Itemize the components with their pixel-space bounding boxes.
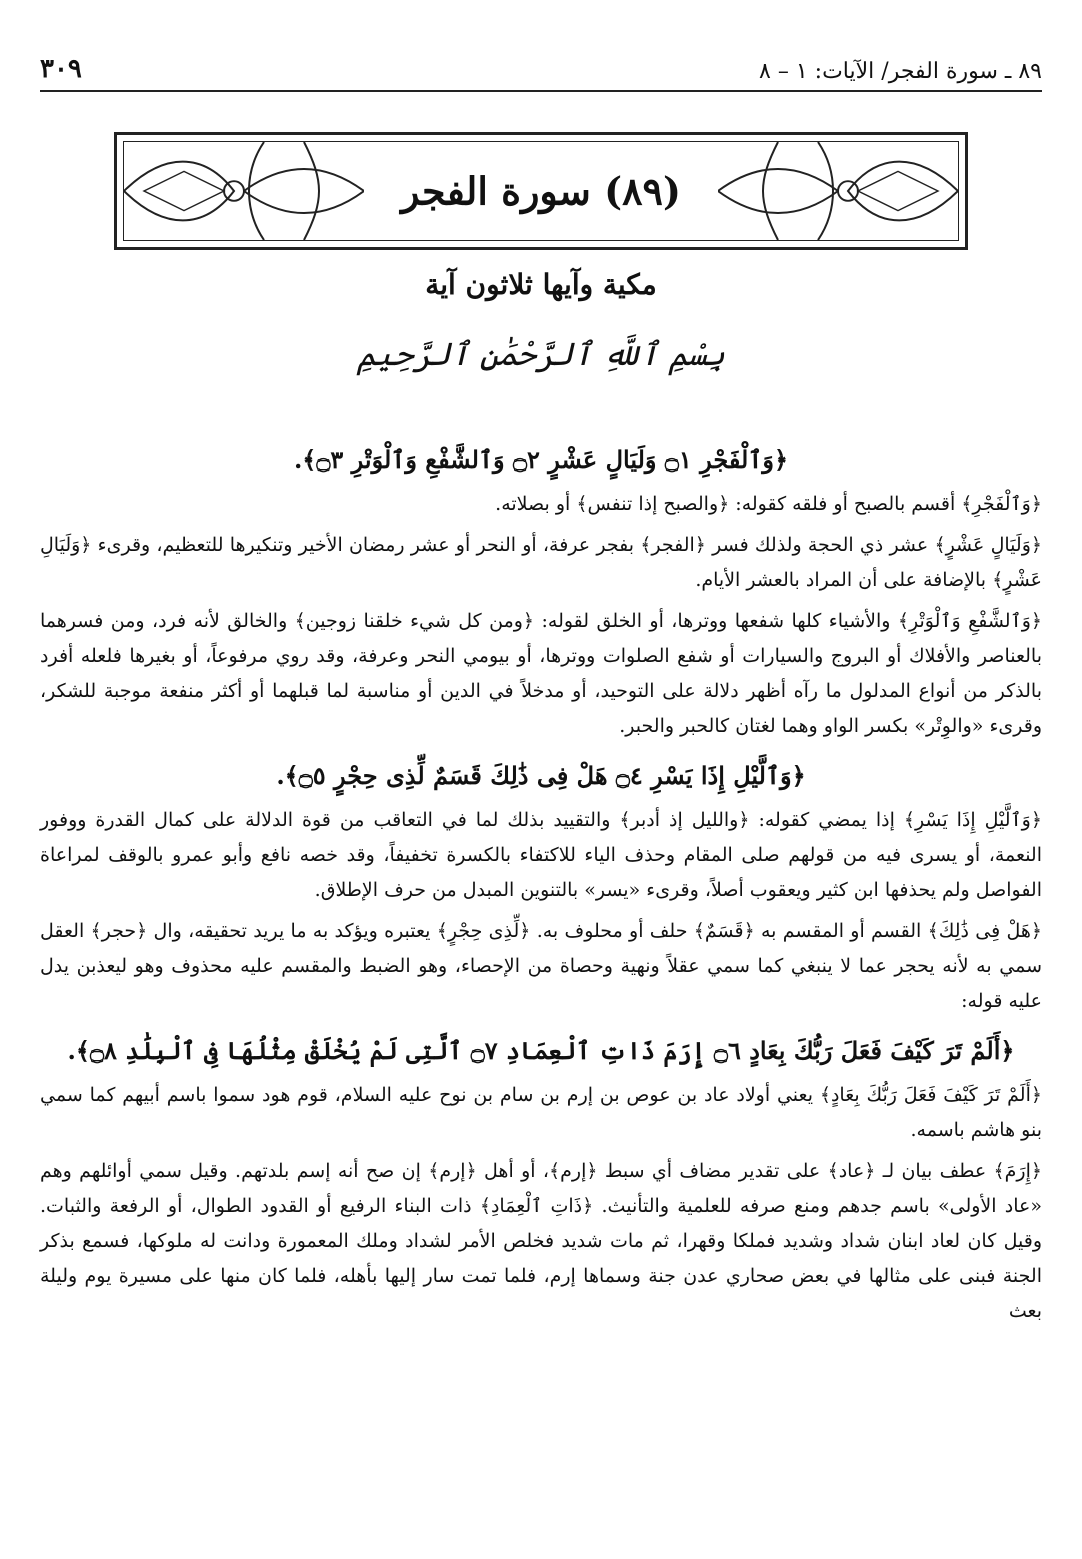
page-header <box>40 40 1042 92</box>
surah-banner <box>114 132 968 250</box>
commentary-paragraph: ﴿هَلْ فِى ذَٰلِكَ﴾ القسم أو المقسم به ﴿قَسَمٌ﴾ حلف أو محلوف به. ﴿لِّذِى حِجْرٍ﴾ يعتبره ويؤكد به ما يريد تحقيقه، وال ﴿حجر﴾ العقل سمي به لأنه يحجر عما لا ينبغي كما سمي عقلاً ونهية وحصاة من الإحصاء، وهو الضبط والمقسم عليه محذوف وهو ليعذبن يدل عليه قوله: <box>40 920 1042 1012</box>
commentary-paragraph: ﴿وَلَيَالٍ عَشْرٍ﴾ عشر ذي الحجة ولذلك فسر ﴿الفجر﴾ بفجر عرفة، أو النحر أو عشر رمضان الأخير وتنكيرها للتعظيم، وقرىء ﴿وَلَيَالِ عَشْرٍ﴾ بالإضافة على أن المراد بالعشر الأيام. <box>40 534 1042 591</box>
right-ornament-icon <box>718 142 958 240</box>
verse-block: ﴿وَٱلَّيْلِ إِذَا يَسْرِ ۝٤ هَلْ فِى ذَٰلِكَ قَسَمٌ لِّذِى حِجْرٍ ۝٥﴾. <box>276 761 806 790</box>
banner-frame <box>123 141 959 241</box>
surah-subtitle: مكية وآيها ثلاثون آية <box>425 268 657 301</box>
commentary-paragraph: ﴿إِرَمَ﴾ عطف بيان لـ ﴿عاد﴾ على تقدير مضاف أي سبط ﴿إرم﴾، أو أهل ﴿إرم﴾ إن صح أنه إسم بلدتهم. وقيل سمي أوائلهم وهم «عاد الأولى» باسم جدهم ومنع صرفه للعلمية والتأنيث. ﴿ذَاتِ ٱلْعِمَادِ﴾ ذات البناء الرفيع أو القدود الطوال، أو الرفعة والثبات. وقيل كان لعاد ابنان شداد وشديد فملكا وقهرا، ثم مات شديد فخلص الأمر لشداد وملك المعمورة ودانت له ملوكها، فسمع بذكر الجنة فبنى على مثالها في بعض صحاري عدن جنة وسماها إرم، فلما تمت سار إليها بأهله، فلما كان منها على مسيرة يوم وليلة بعث <box>40 1160 1042 1322</box>
basmala: بِسْمِ ٱللَّهِ ٱلرَّحْمَٰنِ ٱلرَّحِيمِ <box>356 335 725 373</box>
verse-block: ﴿أَلَمْ تَرَ كَيْفَ فَعَلَ رَبُّكَ بِعَادٍ ۝٦ إِرَمَ ذَاتِ ٱلْعِمَادِ ۝٧ ٱلَّتِى لَمْ يُخْلَقْ مِثْلُهَا فِى ٱلْبِلَٰدِ ۝٨﴾. <box>67 1036 1015 1065</box>
running-head: ٨٩ ـ سورة الفجر/ الآيات: ١ – ٨ <box>759 59 1042 84</box>
left-ornament-icon <box>124 142 364 240</box>
commentary-paragraph: ﴿وَٱلْفَجْرِ﴾ أقسم بالصبح أو فلقه كقوله: ﴿والصبح إذا تنفس﴾ أو بصلاته. <box>495 493 1042 515</box>
commentary-body <box>40 428 1042 1335</box>
page-number: ٣٠٩ <box>40 54 82 84</box>
commentary-paragraph: ﴿أَلَمْ تَرَ كَيْفَ فَعَلَ رَبُّكَ بِعَادٍ﴾ يعني أولاد عاد بن عوص بن إرم بن سام بن نوح عليه السلام، قوم هود سموا باسم أبيهم كما سمي بنو هاشم باسمه. <box>40 1084 1042 1141</box>
surah-title: (٨٩) سورة الفجر <box>401 168 681 214</box>
commentary-paragraph: ﴿وَٱلَّيْلِ إِذَا يَسْرِ﴾ إذا يمضي كقوله: ﴿والليل إذ أدبر﴾ والتقييد بذلك لما في التعاقب من قوة الدلالة على كمال القدرة ووفور النعمة، أو يسرى فيه من قولهم صلى المقام وحذف الياء للاكتفاء بالكسرة تخفيفاً، وقد خصه نافع وأبو عمرو بالوقف لمراعاة الفواصل ولم يحذفها ابن كثير ويعقوب أصلاً، وقرىء «يسر» بالتنوين المبدل من حرف الإطلاق. <box>40 809 1042 901</box>
verse-block: ﴿وَٱلْفَجْرِ ۝١ وَلَيَالٍ عَشْرٍ ۝٢ وَٱلشَّفْعِ وَٱلْوَتْرِ ۝٣﴾. <box>293 445 789 474</box>
commentary-paragraph: ﴿وَٱلشَّفْعِ وَٱلْوَتْرِ﴾ والأشياء كلها شفعها ووترها، أو الخلق لقوله: ﴿ومن كل شيء خلقنا زوجين﴾ والخالق لأنه فرد، ومن فسرهما بالعناصر والأفلاك أو البروج والسيارات أو شفع الصلوات ووترها، أو بيومي النحر وعرفة، وقد روي مرفوعاً، أو بغيرها فلعله أفرد بالذكر من أنواع المدلول ما رآه أظهر دلالة على التوحيد، أو مدخلاً في الدين أو مناسبة لما قبلهما أو أكثر منفعة موجبة للشكر، وقرىء «والوِتْر» بكسر الواو وهما لغتان كالحبر والحبر. <box>40 610 1042 737</box>
